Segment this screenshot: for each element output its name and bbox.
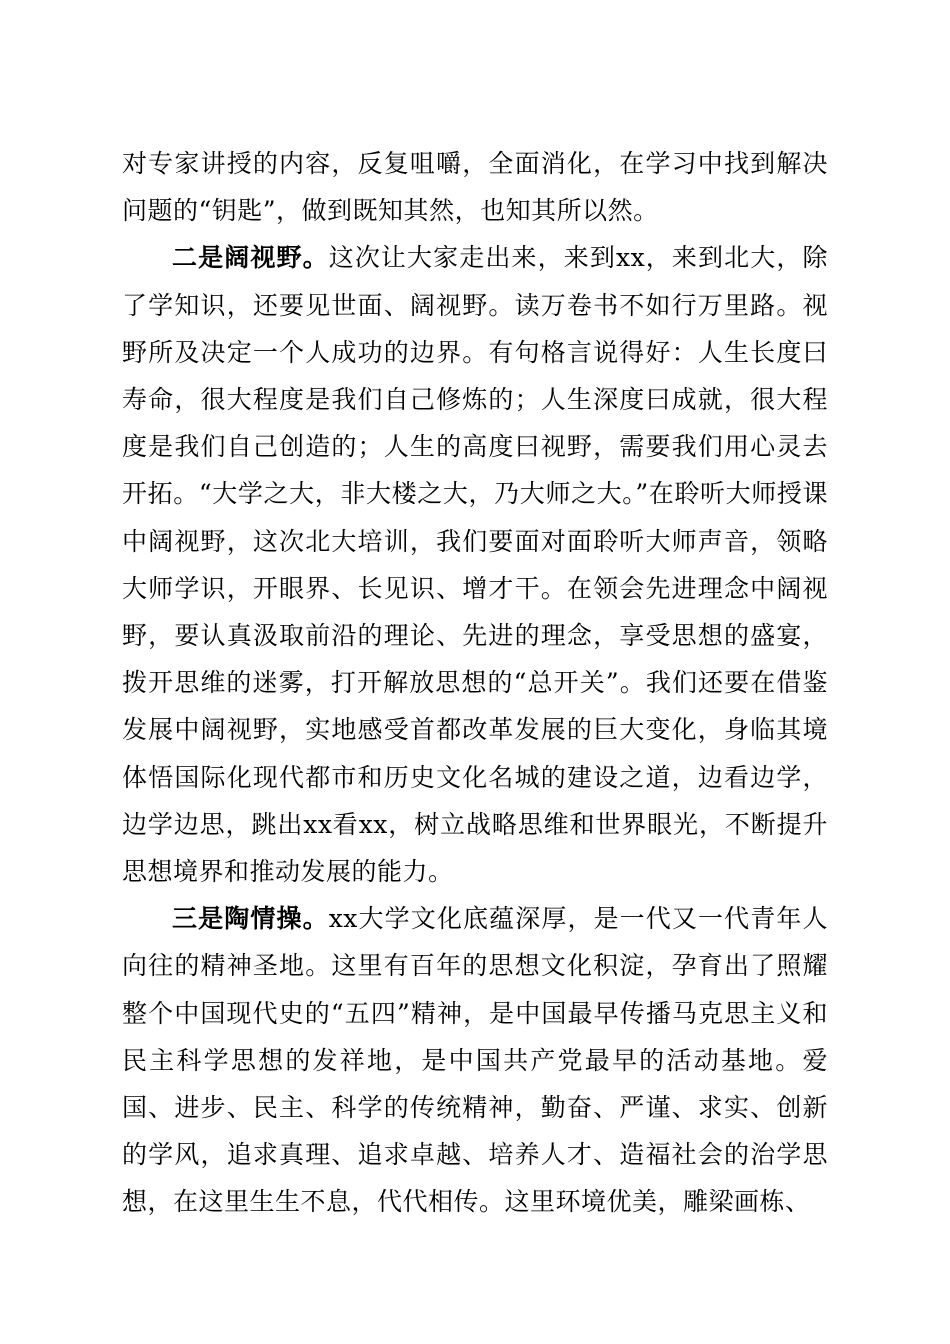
paragraph-text: xx大学文化底蕴深厚，是一代又一代青年人向往的精神圣地。这里有百年的思想文化积淀，孕育出了照耀整个中国现代史的“五四”精神，是中国最早传播马克思主义和民主科学思想的发祥地，是中国共产党最早的活动基地。爱国、进步、民主、科学的传统精神，勤奋、严谨、求实、创新的学风，追求真理、追求卓越、培养人才、造福社会的治学思想，在这里生生不息，代代相传。这里环境优美，雕梁画栋、	[122, 904, 828, 1217]
paragraph-text: 对专家讲授的内容，反复咀嚼，全面消化，在学习中找到解决问题的“钥匙”，做到既知其然，也知其所以然。	[122, 149, 828, 226]
paragraph-cultivate-sentiment	[122, 895, 828, 1225]
paragraph-lead: 二是阔视野。	[172, 243, 329, 273]
paragraph-lead: 三是陶情操。	[172, 904, 329, 934]
paragraph-text: 这次让大家走出来，来到xx，来到北大，除了学知识，还要见世面、阔视野。读万卷书不如行万里路。视野所及决定一个人成功的边界。有句格言说得好：人生长度曰寿命，很大程度是我们自己修炼的；人生深度曰成就，很大程度是我们自己创造的；人生的高度曰视野，需要我们用心灵去开拓。“大学之大，非大楼之大，乃大师之大。”在聆听大师授课中阔视野，这次北大培训，我们要面对面聆听大师声音，领略大师学识，开眼界、长见识、增才干。在领会先进理念中阔视野，要认真汲取前沿的理论、先进的理念，享受思想的盛宴，拨开思维的迷雾，打开解放思想的“总开关”。我们还要在借鉴发展中阔视野，实地感受首都改革发展的巨大变化，身临其境体悟国际化现代都市和历史文化名城的建设之道，边看边学，边学边思，跳出xx看xx，树立战略思维和世界眼光，不断提升思想境界和推动发展的能力。	[122, 243, 828, 887]
paragraph-continuation	[122, 140, 828, 234]
document-body	[122, 140, 828, 1226]
paragraph-broaden-vision	[122, 234, 828, 895]
